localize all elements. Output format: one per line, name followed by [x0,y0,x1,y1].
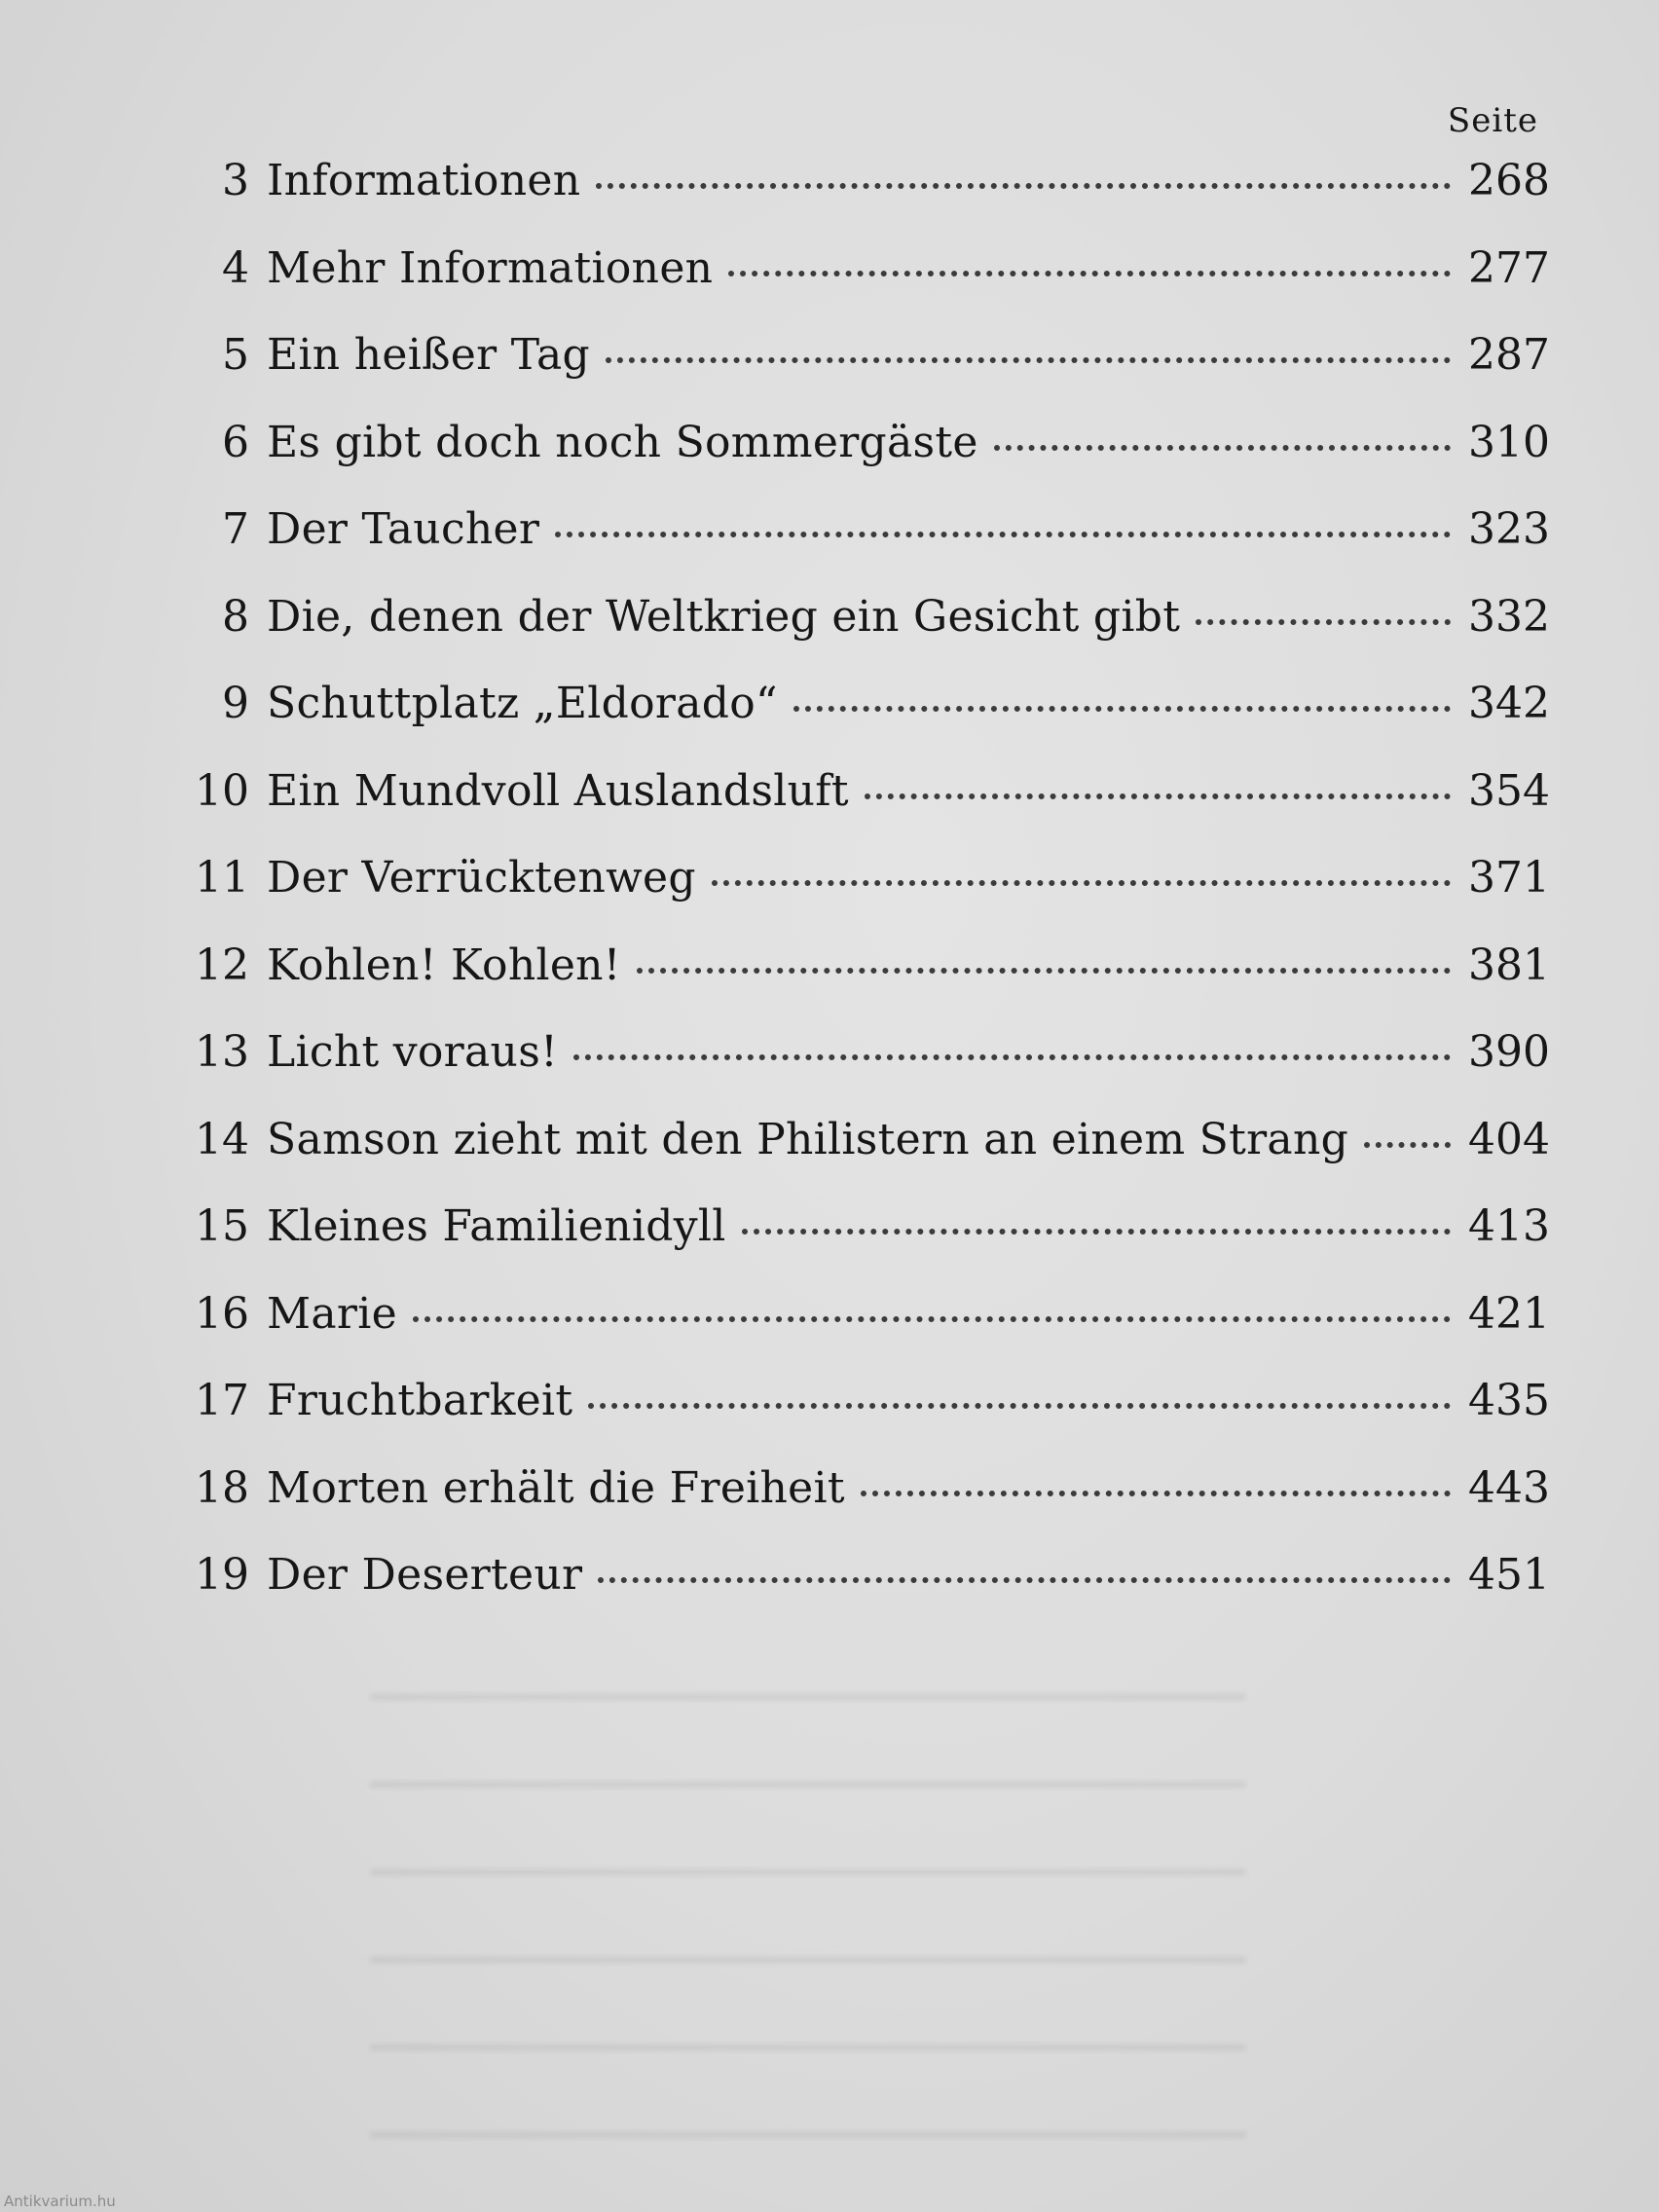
page-number: 277 [1468,242,1550,293]
toc-entry [185,1201,1548,1289]
page-number: 443 [1468,1462,1550,1513]
page-number: 354 [1468,765,1550,816]
chapter-number: 10 [195,765,249,816]
toc-entry [185,766,1548,854]
chapter-number: 5 [222,330,249,380]
chapter-title: Ein heißer Tag [267,330,590,380]
chapter-title: Kohlen! Kohlen! [267,940,621,990]
chapter-number: 6 [222,417,249,467]
toc-entry [185,504,1548,592]
dot-leader [1196,619,1451,625]
chapter-title: Ein Mundvoll Auslandsluft [267,765,849,816]
chapter-number: 13 [195,1027,249,1077]
chapter-number: 4 [222,242,249,293]
page-number: 371 [1468,853,1550,903]
watermark: Antikvarium.hu [4,2193,116,2210]
dot-leader [1364,1142,1451,1148]
dot-leader [742,1229,1451,1235]
chapter-number: 8 [222,591,249,642]
chapter-title: Fruchtbarkeit [267,1376,573,1425]
chapter-title: Der Verrücktenweg [267,853,696,903]
chapter-title: Samson zieht mit den Philistern an einem Strang [267,1114,1349,1164]
chapter-number: 15 [195,1201,249,1251]
page-column-label: Seite [1447,101,1538,140]
bleed-through-text [370,1636,1246,2142]
chapter-number: 17 [195,1376,249,1425]
page-number: 381 [1468,940,1550,990]
page-number: 390 [1468,1027,1550,1077]
page-number: 451 [1468,1550,1550,1600]
chapter-title: Der Deserteur [267,1550,583,1600]
dot-leader [573,1054,1451,1060]
dot-leader [606,357,1451,363]
dot-leader [793,706,1451,712]
toc-entry [185,592,1548,680]
chapter-number: 18 [195,1462,249,1513]
dot-leader [637,968,1451,974]
dot-leader [712,880,1451,886]
page-number: 287 [1468,330,1550,380]
dot-leader [555,532,1451,537]
chapter-number: 7 [222,504,249,554]
chapter-number: 12 [195,940,249,990]
dot-leader [588,1403,1451,1409]
table-of-contents [185,156,1548,1638]
page-number: 435 [1468,1376,1550,1425]
chapter-title: Licht voraus! [267,1027,559,1077]
chapter-title: Es gibt doch noch Sommergäste [267,417,978,467]
toc-entry [185,1027,1548,1115]
chapter-title: Der Taucher [267,504,540,554]
chapter-title: Mehr Informationen [267,242,714,293]
page-number: 342 [1468,679,1550,728]
toc-entry [185,1115,1548,1202]
toc-entry [185,1463,1548,1551]
dot-leader [994,445,1451,451]
page-number: 332 [1468,591,1550,642]
chapter-title: Marie [267,1288,397,1339]
page-number: 404 [1468,1114,1550,1164]
dot-leader [861,1491,1451,1496]
chapter-number: 14 [195,1114,249,1164]
chapter-number: 19 [195,1550,249,1600]
dot-leader [596,183,1451,189]
chapter-title: Informationen [267,156,581,205]
toc-entry [185,243,1548,331]
chapter-number: 16 [195,1288,249,1339]
chapter-number: 3 [222,156,249,205]
chapter-number: 9 [222,679,249,728]
page-number: 421 [1468,1288,1550,1339]
toc-entry [185,1289,1548,1377]
toc-entry [185,1550,1548,1638]
chapter-title: Die, denen der Weltkrieg ein Gesicht gibt [267,591,1181,642]
dot-leader [728,271,1451,276]
chapter-title: Kleines Familienidyll [267,1201,726,1251]
toc-entry [185,940,1548,1028]
page-number: 310 [1468,417,1550,467]
chapter-title: Morten erhält die Freiheit [267,1462,845,1513]
toc-entry [185,156,1548,243]
toc-entry [185,418,1548,505]
page-number: 413 [1468,1201,1550,1251]
page-number: 268 [1468,156,1550,205]
chapter-number: 11 [195,853,249,903]
toc-entry [185,330,1548,418]
dot-leader [413,1316,1451,1322]
toc-entry [185,853,1548,940]
toc-entry [185,1376,1548,1463]
page-number: 323 [1468,504,1550,554]
chapter-title: Schuttplatz „Eldorado“ [267,679,778,728]
toc-entry [185,679,1548,766]
dot-leader [865,793,1451,799]
dot-leader [598,1577,1451,1583]
